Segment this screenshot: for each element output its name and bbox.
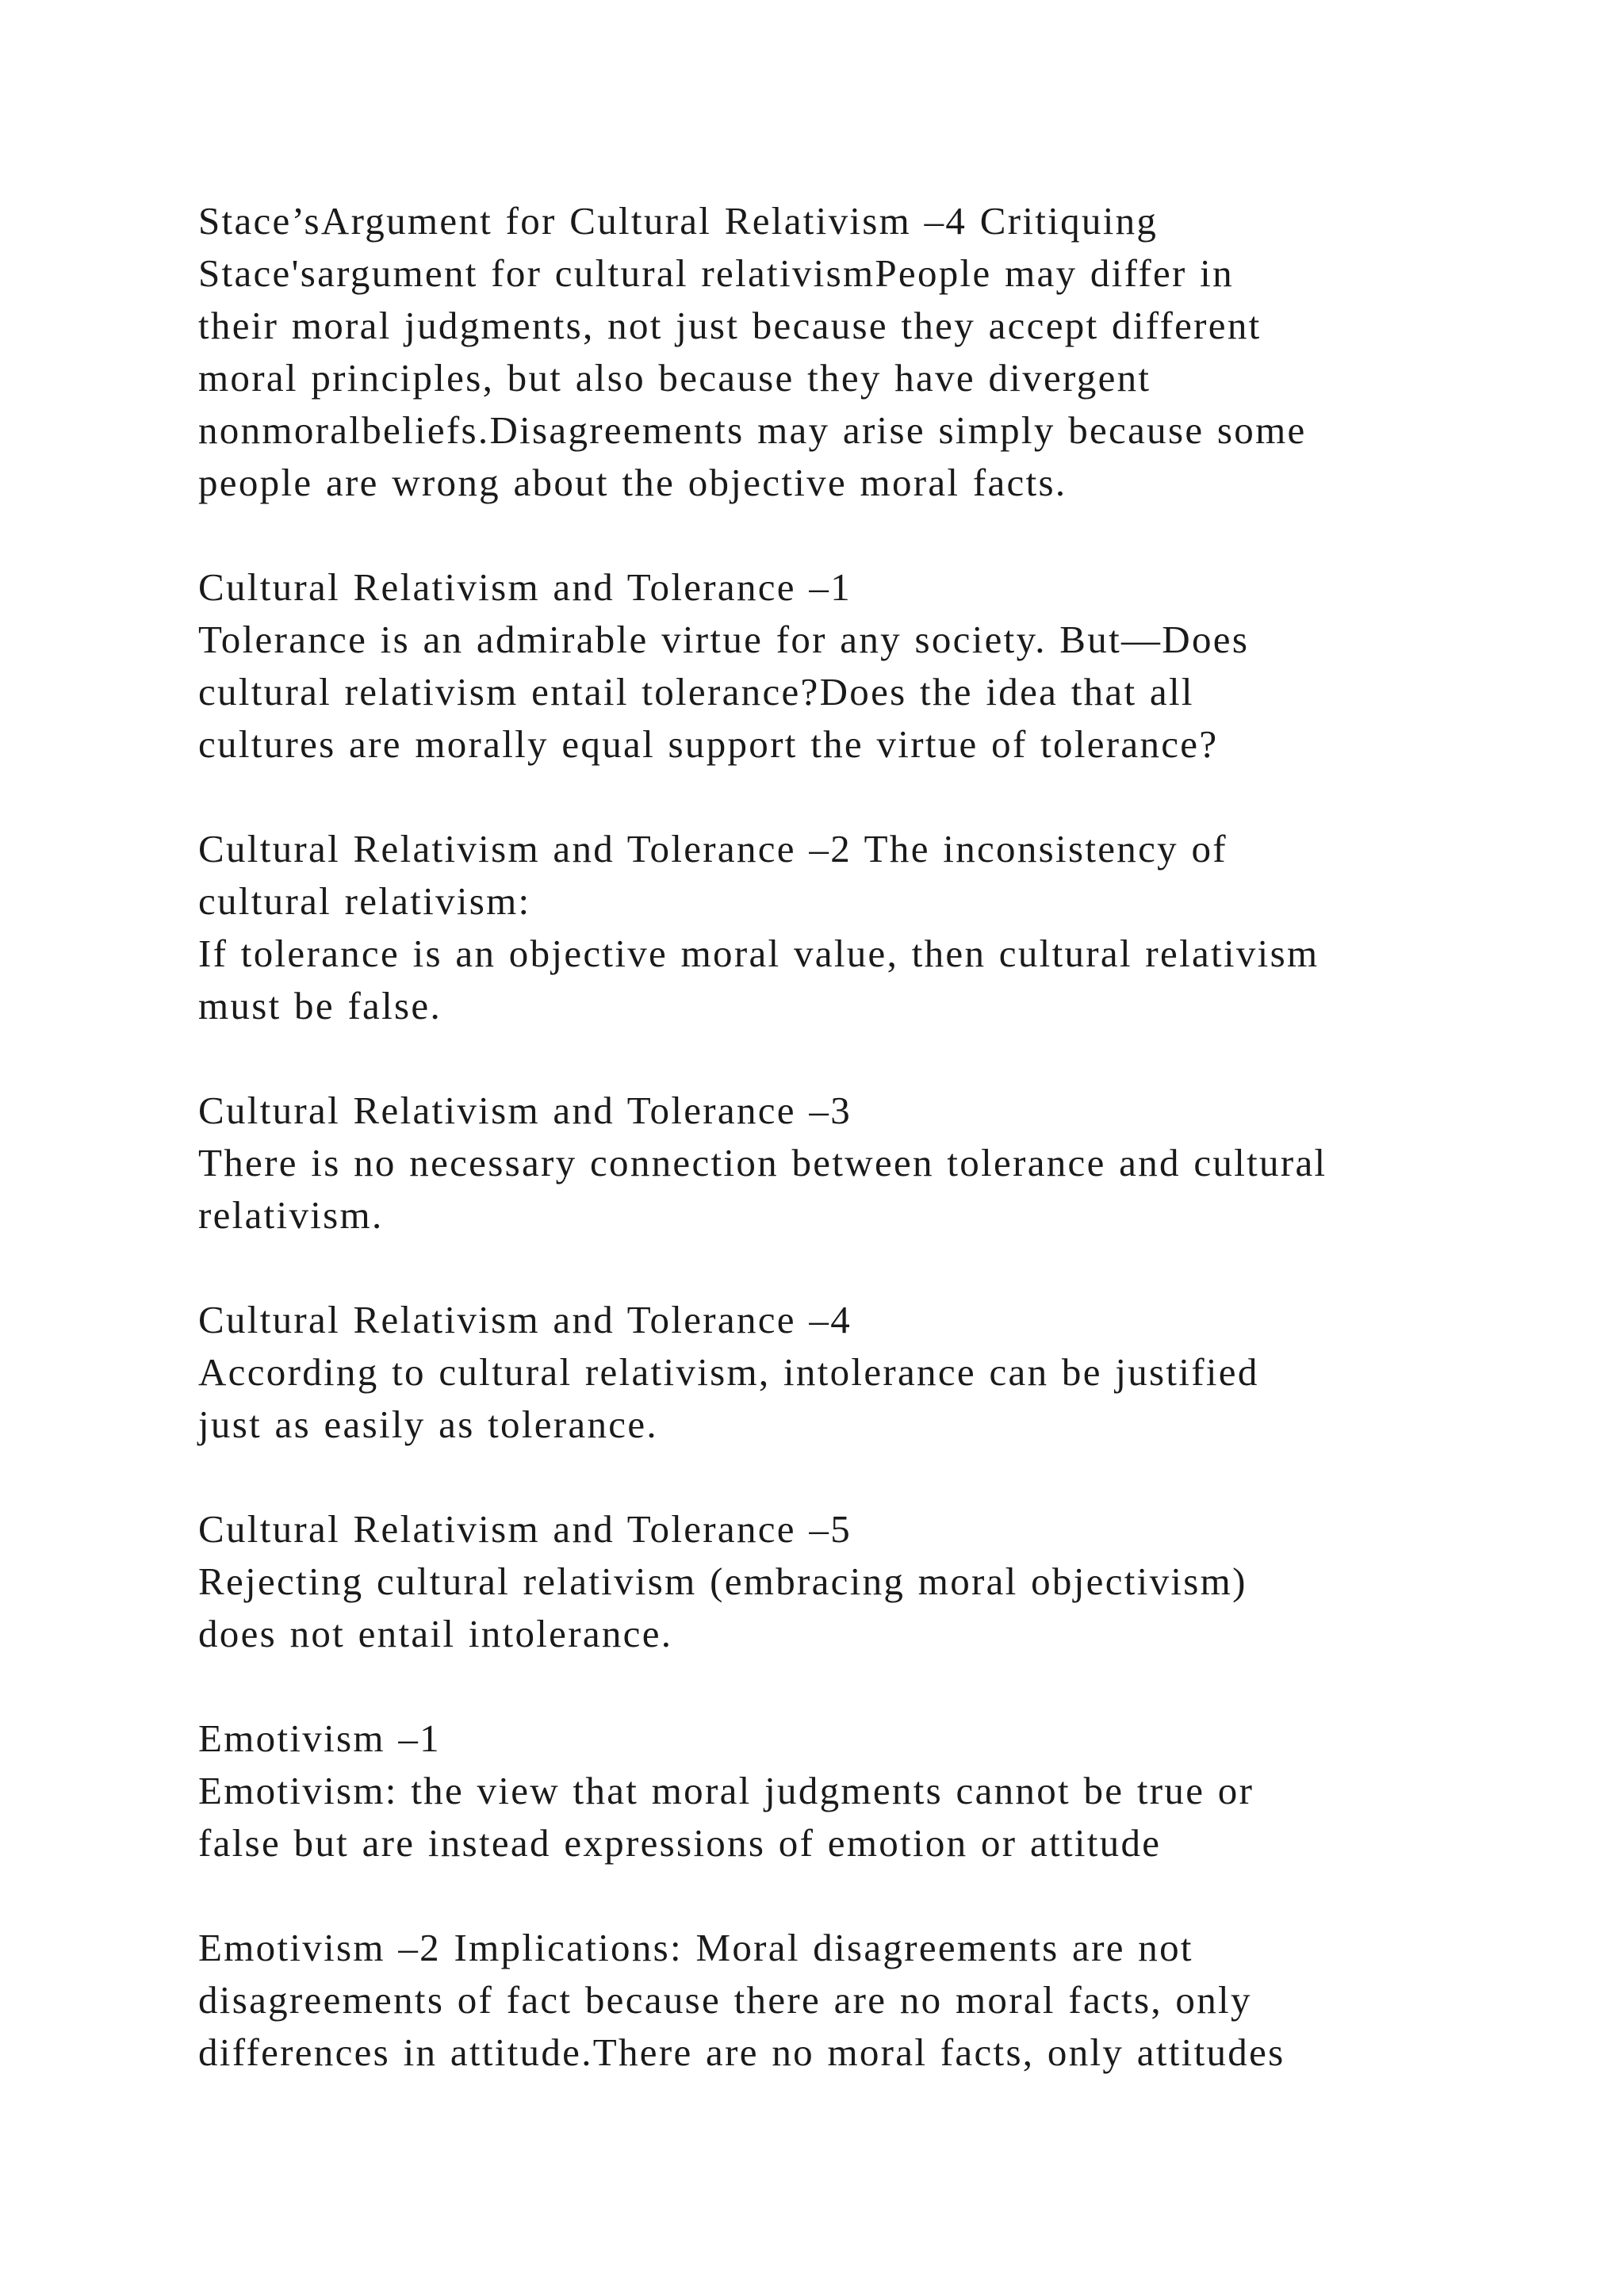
paragraph-tolerance-3: [198, 1085, 1467, 1242]
text-line: Stace'sargument for cultural relativismPeople may differ in: [198, 251, 1234, 295]
section-heading: Emotivism –1: [198, 1716, 441, 1760]
text-line: relativism.: [198, 1193, 384, 1237]
paragraph-tolerance-5: [198, 1503, 1467, 1660]
paragraph-emotivism-2: [198, 1922, 1467, 2079]
text-line: Rejecting cultural relativism (embracing moral objectivism): [198, 1559, 1247, 1603]
text-line: cultures are morally equal support the virtue of tolerance?: [198, 722, 1219, 766]
document-body: [198, 195, 1467, 2079]
paragraph-tolerance-2: [198, 823, 1467, 1032]
text-line: does not entail intolerance.: [198, 1612, 673, 1655]
text-line: cultural relativism:: [198, 879, 531, 923]
text-line: There is no necessary connection between tolerance and cultural: [198, 1141, 1327, 1184]
section-heading: Cultural Relativism and Tolerance –1: [198, 565, 852, 609]
text-line: If tolerance is an objective moral value, then cultural relativism: [198, 932, 1320, 975]
text-line: must be false.: [198, 984, 442, 1027]
section-heading: Cultural Relativism and Tolerance –4: [198, 1298, 852, 1341]
text-line: Emotivism –2 Implications: Moral disagreements are not: [198, 1926, 1193, 1969]
section-heading: Cultural Relativism and Tolerance –5: [198, 1507, 852, 1551]
text-line: Emotivism: the view that moral judgments cannot be true or: [198, 1769, 1254, 1812]
text-line: According to cultural relativism, intolerance can be justified: [198, 1350, 1259, 1394]
text-line: just as easily as tolerance.: [198, 1402, 658, 1446]
section-heading: Cultural Relativism and Tolerance –2 The inconsistency of: [198, 827, 1228, 871]
text-line: Stace’sArgument for Cultural Relativism –4 Critiquing: [198, 199, 1159, 243]
paragraph-tolerance-4: [198, 1294, 1467, 1451]
text-line: people are wrong about the objective moral facts.: [198, 461, 1067, 504]
section-heading: Cultural Relativism and Tolerance –3: [198, 1089, 852, 1132]
text-line: nonmoralbeliefs.Disagreements may arise simply because some: [198, 408, 1307, 452]
text-line: false but are instead expressions of emotion or attitude: [198, 1821, 1162, 1865]
text-line: disagreements of fact because there are no moral facts, only: [198, 1978, 1252, 2022]
text-line: cultural relativism entail tolerance?Does the idea that all: [198, 670, 1194, 714]
paragraph-tolerance-1: [198, 561, 1467, 771]
paragraph-staces-argument: [198, 195, 1467, 509]
text-line: Tolerance is an admirable virtue for any society. But—Does: [198, 618, 1250, 661]
text-line: their moral judgments, not just because they accept different: [198, 304, 1262, 347]
paragraph-emotivism-1: [198, 1712, 1467, 1869]
text-line: differences in attitude.There are no moral facts, only attitudes: [198, 2030, 1285, 2074]
text-line: moral principles, but also because they have divergent: [198, 356, 1151, 400]
